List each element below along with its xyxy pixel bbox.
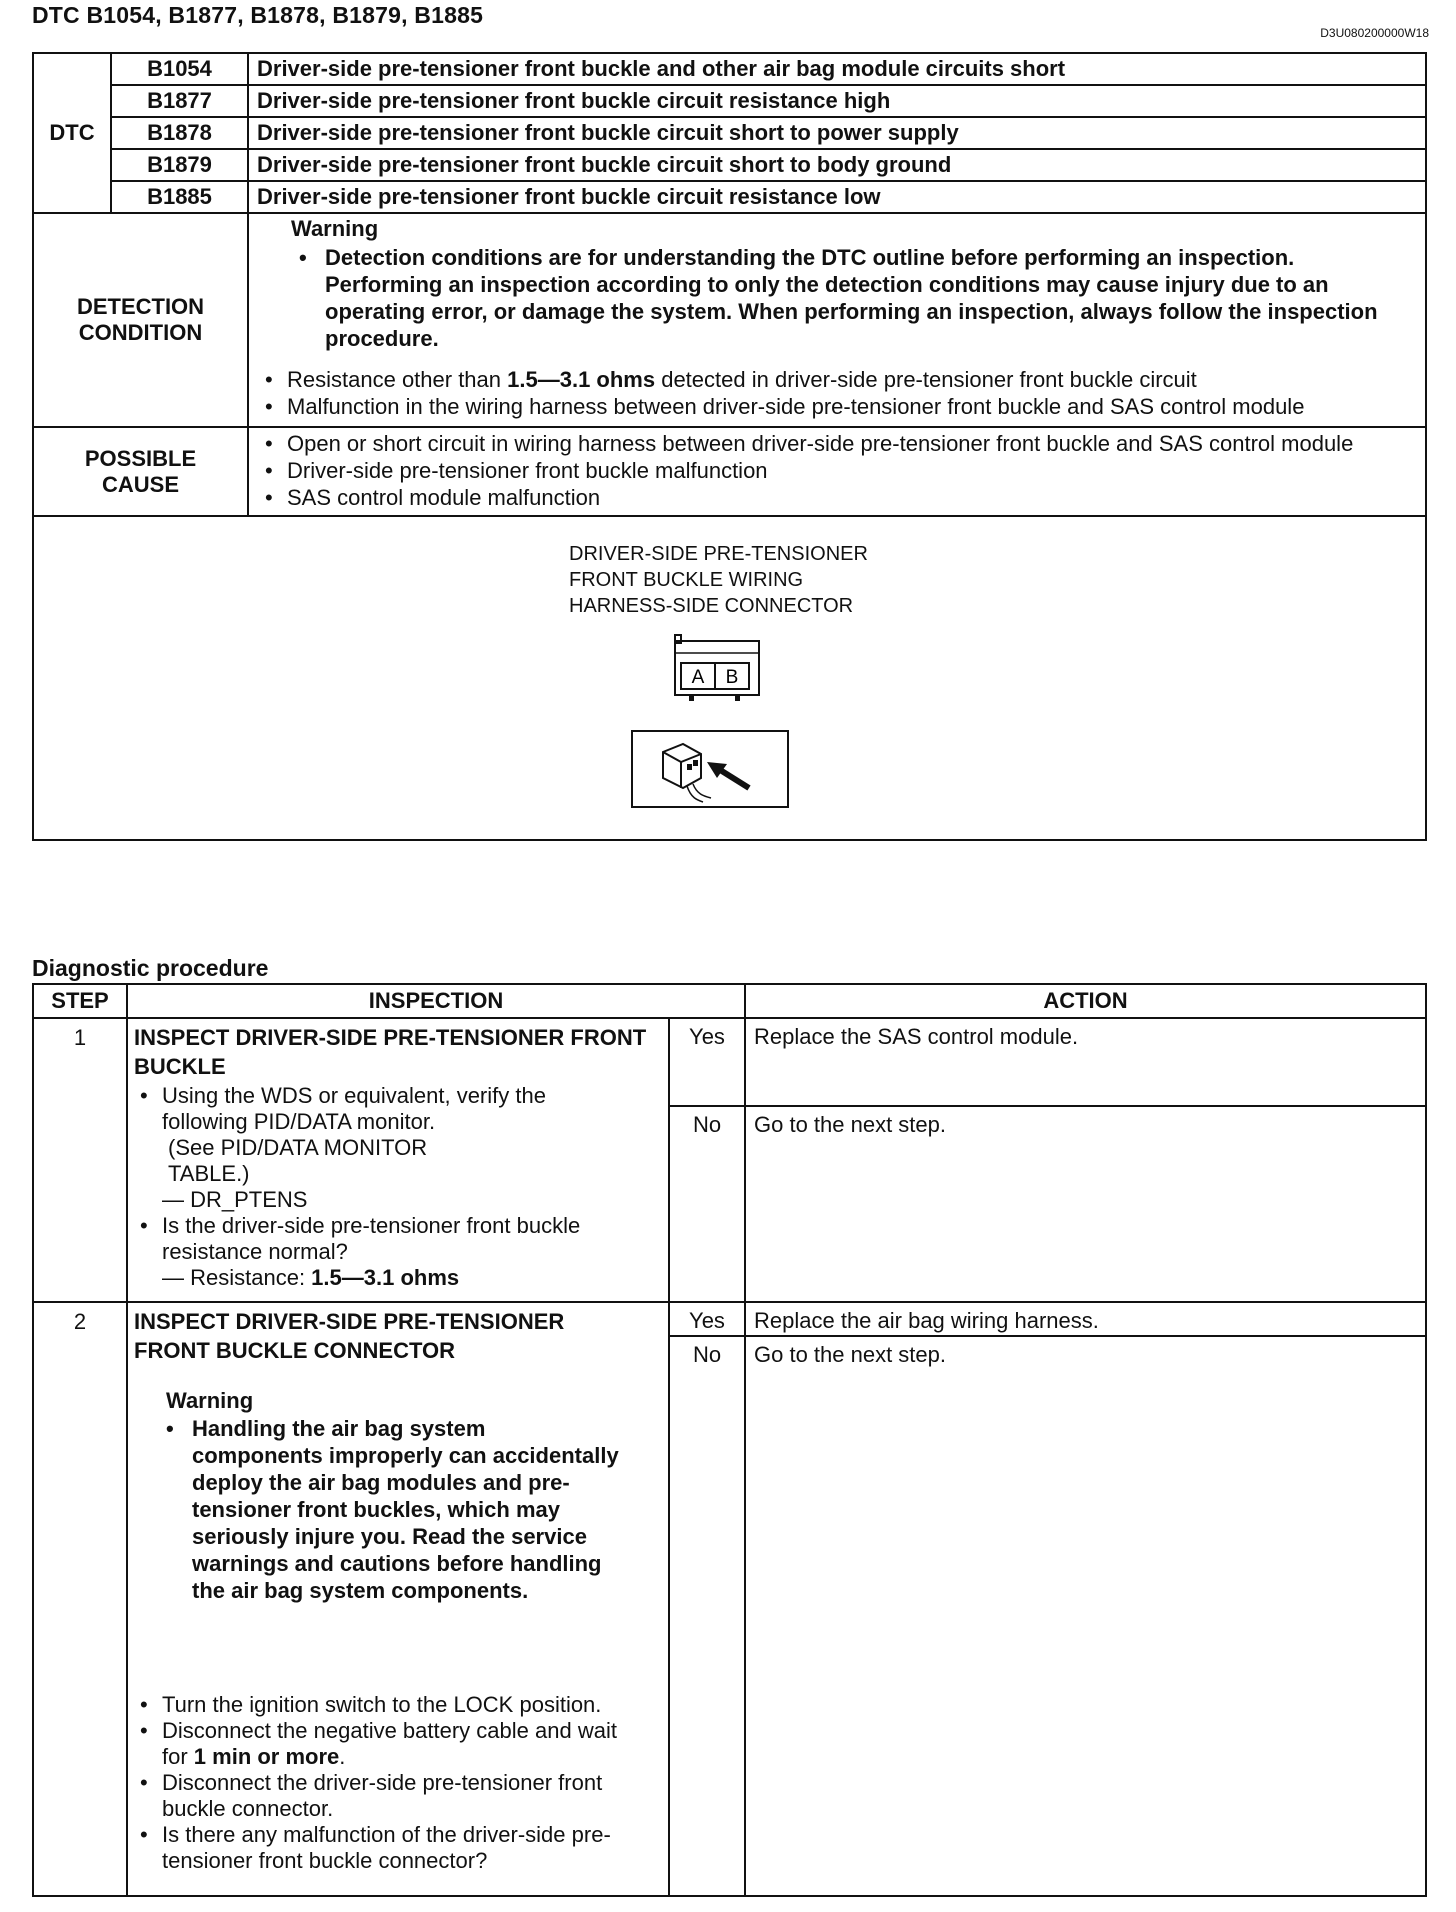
inspection-cell bbox=[127, 1302, 669, 1896]
no-action: Go to the next step. bbox=[745, 1336, 1426, 1896]
diagnostic-procedure-table bbox=[32, 983, 1427, 1897]
dtc-description: Driver-side pre-tensioner front buckle circuit resistance low bbox=[248, 181, 1426, 213]
resistance-spec-line bbox=[162, 1265, 662, 1291]
caption-line: FRONT BUCKLE WIRING bbox=[569, 569, 804, 591]
inspection-title: INSPECT DRIVER-SIDE PRE-TENSIONER FRONT BUCKLE bbox=[134, 1025, 647, 1079]
warning-text: • Handling the air bag system components improperly can accidentally deploy the air bag modules and pre-tensioner front buckles, which may seriously injure you. Read the service warnings and cautions before handling the air bag system components. bbox=[192, 1415, 662, 1604]
possible-label-line: POSSIBLE bbox=[84, 445, 197, 471]
spec-label: — Resistance: bbox=[162, 1265, 312, 1290]
detection-condition-content bbox=[248, 213, 1426, 427]
inspection-title: INSPECT DRIVER-SIDE PRE-TENSIONER FRONT BUCKLE CONNECTOR bbox=[134, 1309, 565, 1363]
resistance-spec: 1.5—3.1 ohms bbox=[311, 1265, 460, 1290]
figure-caption bbox=[569, 541, 868, 619]
bullet-text: • Is the driver-side pre-tensioner front buckle resistance normal? bbox=[162, 1213, 581, 1264]
cause-bullet: • SAS control module malfunction bbox=[261, 484, 1417, 511]
header-row bbox=[33, 984, 1426, 1018]
inspection-bullet bbox=[136, 1083, 662, 1213]
step-row bbox=[33, 1018, 1426, 1106]
detection-bullet: • Malfunction in the wiring harness between driver-side pre-tensioner front buckle and SAS control module bbox=[261, 393, 1417, 420]
connector-diagram bbox=[665, 633, 765, 705]
inspection-cell bbox=[127, 1018, 669, 1302]
inspection-bullet: • Turn the ignition switch to the LOCK position. bbox=[136, 1692, 662, 1718]
cause-bullet: • Driver-side pre-tensioner front buckle malfunction bbox=[261, 457, 1417, 484]
step-number: 1 bbox=[33, 1018, 127, 1302]
bullet-text: . bbox=[339, 1744, 346, 1769]
terminal-a: A bbox=[691, 667, 705, 688]
yes-action: Replace the SAS control module. bbox=[745, 1018, 1426, 1106]
possible-cause-label bbox=[33, 427, 248, 516]
inspection-bullet: • Is there any malfunction of the driver-side pre-tensioner front buckle connector? bbox=[136, 1822, 662, 1874]
dtc-code: B1885 bbox=[111, 181, 248, 213]
no-label: No bbox=[669, 1106, 745, 1302]
see-reference: (See PID/DATA MONITOR TABLE.) bbox=[168, 1135, 428, 1186]
warning-heading: Warning bbox=[291, 216, 379, 241]
no-label: No bbox=[669, 1336, 745, 1896]
wait-time: 1 min or more bbox=[193, 1744, 340, 1769]
step-row bbox=[33, 1302, 1426, 1336]
inspection-bullet bbox=[136, 1718, 662, 1770]
dtc-row bbox=[33, 117, 1426, 149]
bullet-text: Disconnect the negative battery cable and wait for bbox=[162, 1718, 617, 1769]
dtc-description: Driver-side pre-tensioner front buckle and other air bag module circuits short bbox=[248, 53, 1426, 85]
diagnostic-procedure-title: Diagnostic procedure bbox=[32, 955, 269, 981]
detection-bullet bbox=[261, 366, 1417, 393]
cause-bullet: • Open or short circuit in wiring harness between driver-side pre-tensioner front buckle and SAS control module bbox=[261, 430, 1417, 457]
dtc-code: B1879 bbox=[111, 149, 248, 181]
caption-line: DRIVER-SIDE PRE-TENSIONER bbox=[569, 543, 868, 565]
yes-label: Yes bbox=[669, 1302, 745, 1336]
dtc-row bbox=[33, 85, 1426, 117]
condition-label-line: CONDITION bbox=[78, 320, 203, 345]
possible-cause-content bbox=[248, 427, 1426, 516]
bullet-text: Resistance other than bbox=[287, 367, 508, 392]
warning-text: • Detection conditions are for understanding the DTC outline before performing an inspection. Performing an inspection according to only the detection conditions may cause injury due to an operating error, or damage the system. When performing an inspection, always follow the inspection procedure. bbox=[325, 244, 1415, 352]
resistance-spec: 1.5—3.1 ohms bbox=[507, 367, 656, 392]
dtc-description: Driver-side pre-tensioner front buckle circuit resistance high bbox=[248, 85, 1426, 117]
dtc-table bbox=[32, 52, 1427, 841]
detection-label-line: DETECTION bbox=[76, 294, 205, 319]
possible-cause-row bbox=[33, 427, 1426, 516]
dtc-label: DTC bbox=[33, 53, 111, 213]
yes-label: Yes bbox=[669, 1018, 745, 1106]
dtc-row bbox=[33, 53, 1426, 85]
cause-label-line: CAUSE bbox=[101, 471, 179, 497]
figure-row bbox=[33, 516, 1426, 840]
detection-condition-row bbox=[33, 213, 1426, 427]
connector-figure bbox=[33, 516, 1426, 840]
dtc-code: B1878 bbox=[111, 117, 248, 149]
dtc-description: Driver-side pre-tensioner front buckle circuit short to power supply bbox=[248, 117, 1426, 149]
harness-side-plug-icon bbox=[631, 730, 791, 810]
page-title: DTC B1054, B1877, B1878, B1879, B1885 bbox=[32, 2, 484, 28]
bullet-text: detected in driver-side pre-tensioner front buckle circuit bbox=[655, 367, 1197, 392]
dtc-row bbox=[33, 149, 1426, 181]
warning-heading: Warning bbox=[166, 1388, 254, 1413]
caption-line: HARNESS-SIDE CONNECTOR bbox=[569, 595, 854, 617]
inspection-bullet: • Disconnect the driver-side pre-tensioner front buckle connector. bbox=[136, 1770, 662, 1822]
document-code: D3U080200000W18 bbox=[1320, 26, 1429, 40]
detection-condition-label bbox=[33, 213, 248, 427]
pid-name: — DR_PTENS bbox=[162, 1187, 308, 1212]
column-header-action: ACTION bbox=[745, 984, 1426, 1018]
inspection-bullet bbox=[136, 1213, 662, 1291]
yes-action: Replace the air bag wiring harness. bbox=[745, 1302, 1426, 1336]
no-action: Go to the next step. bbox=[745, 1106, 1426, 1302]
step-number: 2 bbox=[33, 1302, 127, 1896]
dtc-description: Driver-side pre-tensioner front buckle circuit short to body ground bbox=[248, 149, 1426, 181]
bullet-text: • Using the WDS or equivalent, verify the following PID/DATA monitor. bbox=[162, 1083, 546, 1134]
dtc-code: B1877 bbox=[111, 85, 248, 117]
terminal-b: B bbox=[725, 667, 739, 688]
column-header-inspection: INSPECTION bbox=[127, 984, 745, 1018]
dtc-code: B1054 bbox=[111, 53, 248, 85]
dtc-row bbox=[33, 181, 1426, 213]
column-header-step: STEP bbox=[33, 984, 127, 1018]
